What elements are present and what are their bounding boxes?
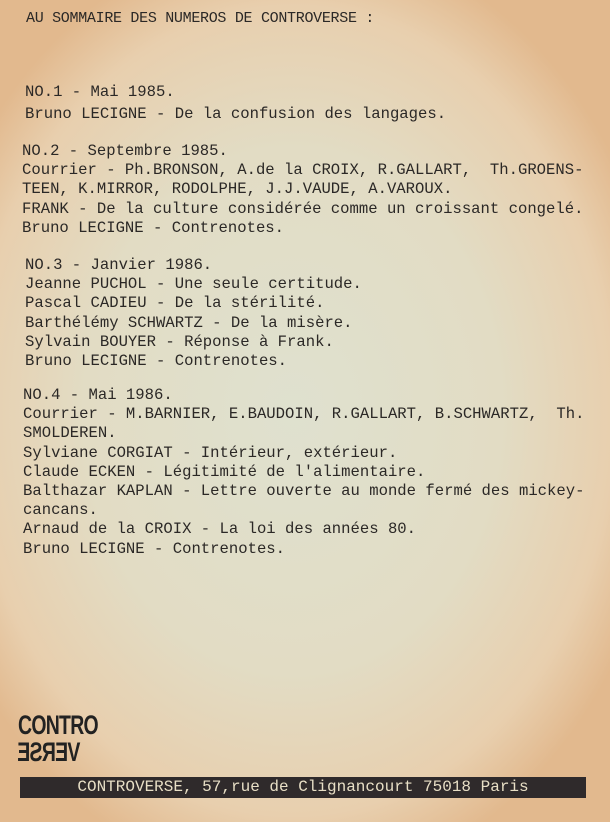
issue-entry: Bruno LECIGNE - Contrenotes.: [25, 352, 288, 371]
issue-entry: TEEN, K.MIRROR, RODOLPHE, J.J.VAUDE, A.VAROUX.: [22, 180, 453, 199]
issue-4: [23, 386, 584, 559]
issue-entry: Barthélémy SCHWARTZ - De la misère.: [25, 313, 353, 332]
issue-entry: Bruno LECIGNE - De la confusion des langages.: [25, 105, 447, 124]
issue-entry: Balthazar KAPLAN - Lettre ouverte au monde fermé des mickey-: [23, 482, 585, 501]
page-heading: AU SOMMAIRE DES NUMEROS DE CONTROVERSE :: [26, 10, 375, 27]
issue-entry: Claude ECKEN - Légitimité de l'alimentaire.: [23, 462, 426, 481]
issue-entry: Courrier - Ph.BRONSON, A.de la CROIX, R.GALLART, Th.GROENS-: [22, 161, 584, 180]
issue-entry: Courrier - M.BARNIER, E.BAUDOIN, R.GALLART, B.SCHWARTZ, Th.: [23, 405, 585, 424]
controverse-logo: [18, 712, 98, 766]
logo-line-2-mirrored: VERSE: [18, 737, 81, 767]
issue-entry: Sylviane CORGIAT - Intérieur, extérieur.: [23, 443, 398, 462]
issue-title: NO.1 - Mai 1985.: [25, 83, 175, 101]
issue-entry: FRANK - De la culture considérée comme un croissant congelé.: [22, 199, 584, 218]
issue-entry: Arnaud de la CROIX - La loi des années 80.: [23, 520, 417, 539]
issue-3: [25, 256, 362, 371]
issue-entry: Sylvain BOUYER - Réponse à Frank.: [25, 332, 334, 351]
issue-entry: Pascal CADIEU - De la stérilité.: [25, 294, 325, 313]
issue-title: NO.3 - Janvier 1986.: [25, 256, 213, 274]
address-banner: CONTROVERSE, 57,rue de Clignancourt 75018 Paris: [20, 777, 586, 798]
issue-entry: Bruno LECIGNE - Contrenotes.: [23, 539, 286, 558]
issue-1: [25, 83, 446, 124]
issue-2: [22, 142, 583, 238]
issue-entry: SMOLDEREN.: [23, 424, 117, 443]
issue-title: NO.4 - Mai 1986.: [23, 386, 173, 404]
issue-entry: cancans.: [23, 501, 98, 520]
issue-entry: Jeanne PUCHOL - Une seule certitude.: [25, 275, 362, 294]
issue-title: NO.2 - Septembre 1985.: [22, 142, 228, 160]
issue-entry: Bruno LECIGNE - Contrenotes.: [22, 218, 285, 237]
logo-line-1: CONTRO: [18, 710, 98, 740]
